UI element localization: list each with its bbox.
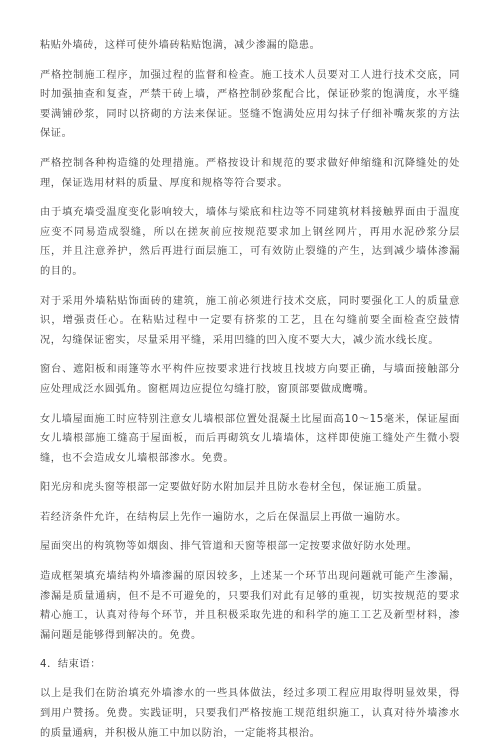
paragraph: 屋面突出的构筑物等如烟囱、排气管道和天窗等根部一定按要求做好防水处理。 — [40, 541, 418, 553]
paragraph: 由于填充墙受温度变化影响较大，墙体与梁底和柱边等不同建筑材料接触界面由于温度应变不同易造成裂缝，所以在搓灰前应按规范要求加上钢丝网片，再用水泥砂浆分层压，并且注意养护，然后再进行面层施工，可有效防止裂缝的产生，达到减少墙体渗漏的目的。 — [40, 207, 460, 277]
paragraph: 窗台、遮阳板和雨篷等水平构件应按要求进行找坡且找坡方向要正确，与墙面接触部分应处理成泛水圆弧角。窗框周边应提位勾缝打胶，窗顶部要做成鹰嘴。 — [40, 364, 460, 395]
paragraph: 严格控制施工程序，加强过程的监督和检查。施工技术人员要对工人进行技术交底，同时加强抽查和复查，严禁干砖上墙，严格控制砂浆配合比，保证砂浆的饱满度，水平缝要满铺砂浆，同时以挤砌的方法来保证。竖缝不饱满处应用勾抹子仔细补嘴灰浆的方法保证。 — [40, 69, 460, 140]
section-heading: 4．结束语： — [40, 659, 102, 671]
paragraph: 造成框架填充墙结构外墙渗漏的原因较多，上述某一个环节出现问题就可能产生渗漏，渗漏是质量通病，但不是不可避免的，只要我们对此有足够的重视，切实按规范的要求精心施工，认真对待每个环节，并且积极采取先进的和科学的施工工艺及新型材料，渗漏问题是能够得到解决的。免费。 — [40, 571, 460, 641]
paragraph: 严格控制各种构造缝的处理措施。严格按设计和规范的要求做好伸缩缝和沉降缝处的处理，保证选用材料的质量、厚度和规格等符合要求。 — [40, 157, 460, 189]
paragraph: 粘贴外墙砖，这样可使外墙砖粘贴饱满，减少渗漏的隐患。 — [40, 40, 321, 51]
paragraph: 女儿墙屋面施工时应特别注意女儿墙根部位置处混凝土比屋面高10～15毫米，保证屋面女儿墙根部施工缝高于屋面板，而后再砌筑女儿墙墙体，这样即使施工缝处产生微小裂缝，也不会造成女儿墙根部渗水。免费。 — [40, 413, 460, 464]
conclusion-paragraph: 以上是我们在防治填充外墙渗水的一些具体做法，经过多项工程应用取得明显效果，得到用户赞扬。免费。实践证明，只要我们严格按施工规范组织施工，认真对待外墙渗水的质量通病，并积极从施工中加以防治，一定能将其根治。 — [40, 688, 460, 739]
paragraph: 对于采用外墙粘贴饰面砖的建筑，施工前必须进行技术交底，同时要强化工人的质量意识，增强责任心。在粘贴过程中一定要有挤浆的工艺，且在勾缝前要全面检查空鼓情况，勾缝保证密实，尽量采用平缝，采用凹缝的凹入度不要大大，减少流水线长度。 — [40, 295, 460, 346]
paragraph: 若经济条件允许，在结构层上先作一遍防水，之后在保温层上再做一遍防水。 — [40, 511, 407, 523]
paragraph: 阳光房和虎头窗等根部一定要做好防水附加层并且防水卷材全包，保证施工质量。 — [40, 482, 429, 494]
